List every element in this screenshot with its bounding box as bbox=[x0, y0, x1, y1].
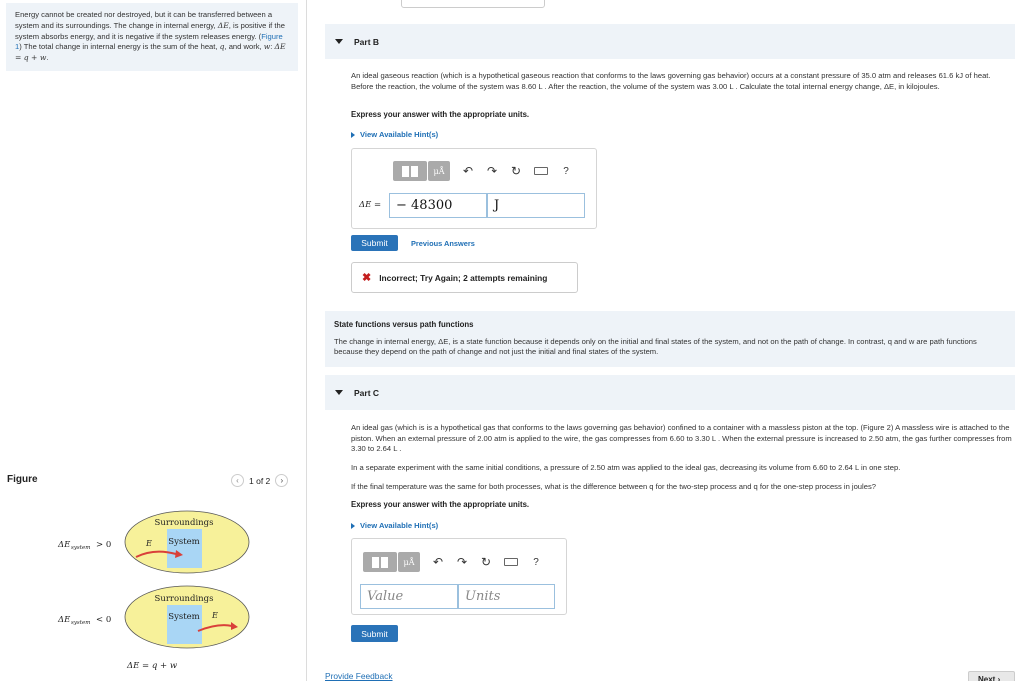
part-c-hints-label: View Available Hint(s) bbox=[360, 521, 439, 530]
part-c-title: Part C bbox=[354, 387, 380, 398]
units-placeholder: Units bbox=[465, 589, 501, 604]
bottom-dE-subscript: system bbox=[71, 620, 91, 626]
part-c-value-input[interactable] bbox=[360, 584, 458, 609]
prev-figure-button[interactable]: ‹ bbox=[231, 474, 244, 487]
part-c-text-2: In a separate experiment with the same initial conditions, a pressure of 2.50 atm was applied to the ideal gas, decreasing its volume from 6.60 to 2.64 L in one step. bbox=[351, 463, 901, 472]
next-button[interactable]: Next › bbox=[968, 671, 1015, 681]
collapse-triangle-icon bbox=[335, 390, 343, 395]
part-c-units-input[interactable] bbox=[458, 584, 555, 609]
part-c-submit-button[interactable]: Submit bbox=[351, 625, 398, 642]
reset-icon[interactable]: ↻ bbox=[510, 164, 522, 178]
figure-page-indicator: 1 of 2 bbox=[249, 475, 271, 486]
top-dE-relation: > 0 bbox=[96, 540, 112, 550]
surroundings-label-top: Surroundings bbox=[154, 518, 214, 528]
intro-symbol-w: w bbox=[263, 42, 271, 52]
value-placeholder: Value bbox=[367, 589, 404, 604]
system-box-top bbox=[167, 529, 202, 568]
energy-label-top: E bbox=[146, 539, 152, 548]
keyboard-icon[interactable] bbox=[534, 167, 548, 175]
intro-text-2: , is positive if the system absorbs energy, and it is negative if the system releases energy. ( bbox=[15, 20, 285, 41]
templates-icon[interactable] bbox=[393, 161, 427, 181]
part-c-hints-toggle[interactable] bbox=[351, 521, 438, 530]
part-b-title: Part B bbox=[354, 36, 380, 47]
bottom-dE-label: ΔE bbox=[58, 615, 71, 625]
intro-text-5: : bbox=[270, 42, 275, 52]
state-functions-text: The change in internal energy, ΔE, is a state function because it depends only on the initial and final states of the system, and not on the path of change. In contrast, q and w are path functions because they depend on the path of change and not just the initial and final states of the system. bbox=[334, 336, 977, 357]
units-icon[interactable]: μÅ bbox=[398, 552, 420, 572]
intro-symbol-dE: ΔE bbox=[217, 20, 229, 30]
intro-equation: ΔE = q + w bbox=[15, 42, 286, 63]
keyboard-icon[interactable] bbox=[504, 558, 518, 566]
top-dE-label: ΔE bbox=[58, 540, 71, 550]
energy-label-bottom: E bbox=[212, 611, 218, 620]
intro-panel bbox=[6, 3, 298, 71]
system-label-top: System bbox=[168, 537, 200, 547]
part-c-header[interactable] bbox=[325, 375, 1015, 410]
part-c-text-3: If the final temperature was the same for both processes, what is the difference between q for the two-step process and q for the one-step process in joules? bbox=[351, 482, 876, 491]
previous-part-button[interactable] bbox=[401, 0, 545, 8]
system-box-bottom bbox=[167, 605, 202, 644]
part-b-units-input[interactable]: J bbox=[487, 193, 585, 218]
system-label-bottom: System bbox=[168, 612, 200, 622]
provide-feedback-link[interactable]: Provide Feedback bbox=[325, 671, 393, 681]
top-dE-subscript: system bbox=[71, 545, 91, 551]
figure-pager bbox=[231, 474, 288, 487]
redo-icon[interactable]: ↷ bbox=[486, 164, 498, 178]
caret-right-icon bbox=[351, 132, 355, 138]
energy-diagram bbox=[40, 505, 270, 675]
part-b-hints-label: View Available Hint(s) bbox=[360, 130, 439, 139]
part-c-toolbar bbox=[363, 552, 542, 572]
intro-symbol-q: q bbox=[219, 42, 225, 52]
reset-icon[interactable]: ↻ bbox=[480, 555, 492, 569]
help-icon[interactable]: ? bbox=[563, 165, 569, 177]
figure-equation: ΔE = q + w bbox=[127, 661, 178, 671]
part-b-hints-toggle[interactable] bbox=[351, 130, 438, 139]
undo-icon[interactable]: ↶ bbox=[462, 164, 474, 178]
help-icon[interactable]: ? bbox=[533, 556, 539, 568]
bottom-dE-relation: < 0 bbox=[96, 615, 112, 625]
previous-answers-link[interactable]: Previous Answers bbox=[411, 239, 475, 248]
error-x-icon: ✖ bbox=[362, 272, 372, 284]
state-functions-panel bbox=[325, 311, 1015, 367]
intro-text-1: Energy cannot be created nor destroyed, but it can be transferred between a system and its surroundings. The change in internal energy, bbox=[15, 10, 273, 30]
surroundings-label-bottom: Surroundings bbox=[154, 594, 214, 604]
units-icon[interactable]: μÅ bbox=[428, 161, 450, 181]
next-figure-button[interactable]: › bbox=[275, 474, 288, 487]
intro-text-6: . bbox=[46, 53, 49, 63]
caret-right-icon bbox=[351, 523, 355, 529]
part-b-feedback-text: Incorrect; Try Again; 2 attempts remaining bbox=[379, 272, 548, 283]
delta-e-label: ΔE = bbox=[359, 200, 382, 210]
part-b-value-input[interactable]: − 48300 bbox=[389, 193, 487, 218]
redo-icon[interactable]: ↷ bbox=[456, 555, 468, 569]
templates-icon[interactable] bbox=[363, 552, 397, 572]
column-divider bbox=[306, 0, 307, 681]
intro-text-4: , and work, bbox=[224, 42, 264, 52]
part-c-question: An ideal gas (which is is a hypothetical gas that conforms to the laws governing gas behavior) confined to a container with a massless piston at the top. (Figure 2) A massless wire is attached to the piston. When an external pressure of 2.00 atm is applied to the wire, the gas compresses from 6.60 to 3.30 L . When the external pressure is increased to 2.50 atm, the gas further compresses from 3.30 to 2.64 L . bbox=[351, 423, 1012, 454]
part-b-toolbar bbox=[393, 161, 572, 181]
part-b-express: Express your answer with the appropriate units. bbox=[351, 110, 530, 119]
part-b-header[interactable] bbox=[325, 24, 1015, 59]
state-functions-title: State functions versus path functions bbox=[334, 320, 474, 329]
intro-text-3: ) The total change in internal energy is the sum of the heat, bbox=[19, 42, 220, 52]
undo-icon[interactable]: ↶ bbox=[432, 555, 444, 569]
figure-1-link[interactable]: Figure 1 bbox=[15, 31, 283, 52]
figure-title: Figure bbox=[7, 474, 38, 485]
collapse-triangle-icon bbox=[335, 39, 343, 44]
part-b-submit-button[interactable]: Submit bbox=[351, 235, 398, 251]
part-c-express: Express your answer with the appropriate units. bbox=[351, 500, 530, 509]
part-b-question: An ideal gaseous reaction (which is a hypothetical gaseous reaction that conforms to the laws governing gas behavior) occurs at a constant pressure of 35.0 atm and releases 61.6 kJ of heat. Before the reaction, the volume of the system was 8.60 L . After the reaction, the volume of the system was 3.00 L . Calculate the total internal energy change, ΔE, in kilojoules. bbox=[351, 71, 991, 91]
part-b-feedback bbox=[351, 262, 578, 293]
